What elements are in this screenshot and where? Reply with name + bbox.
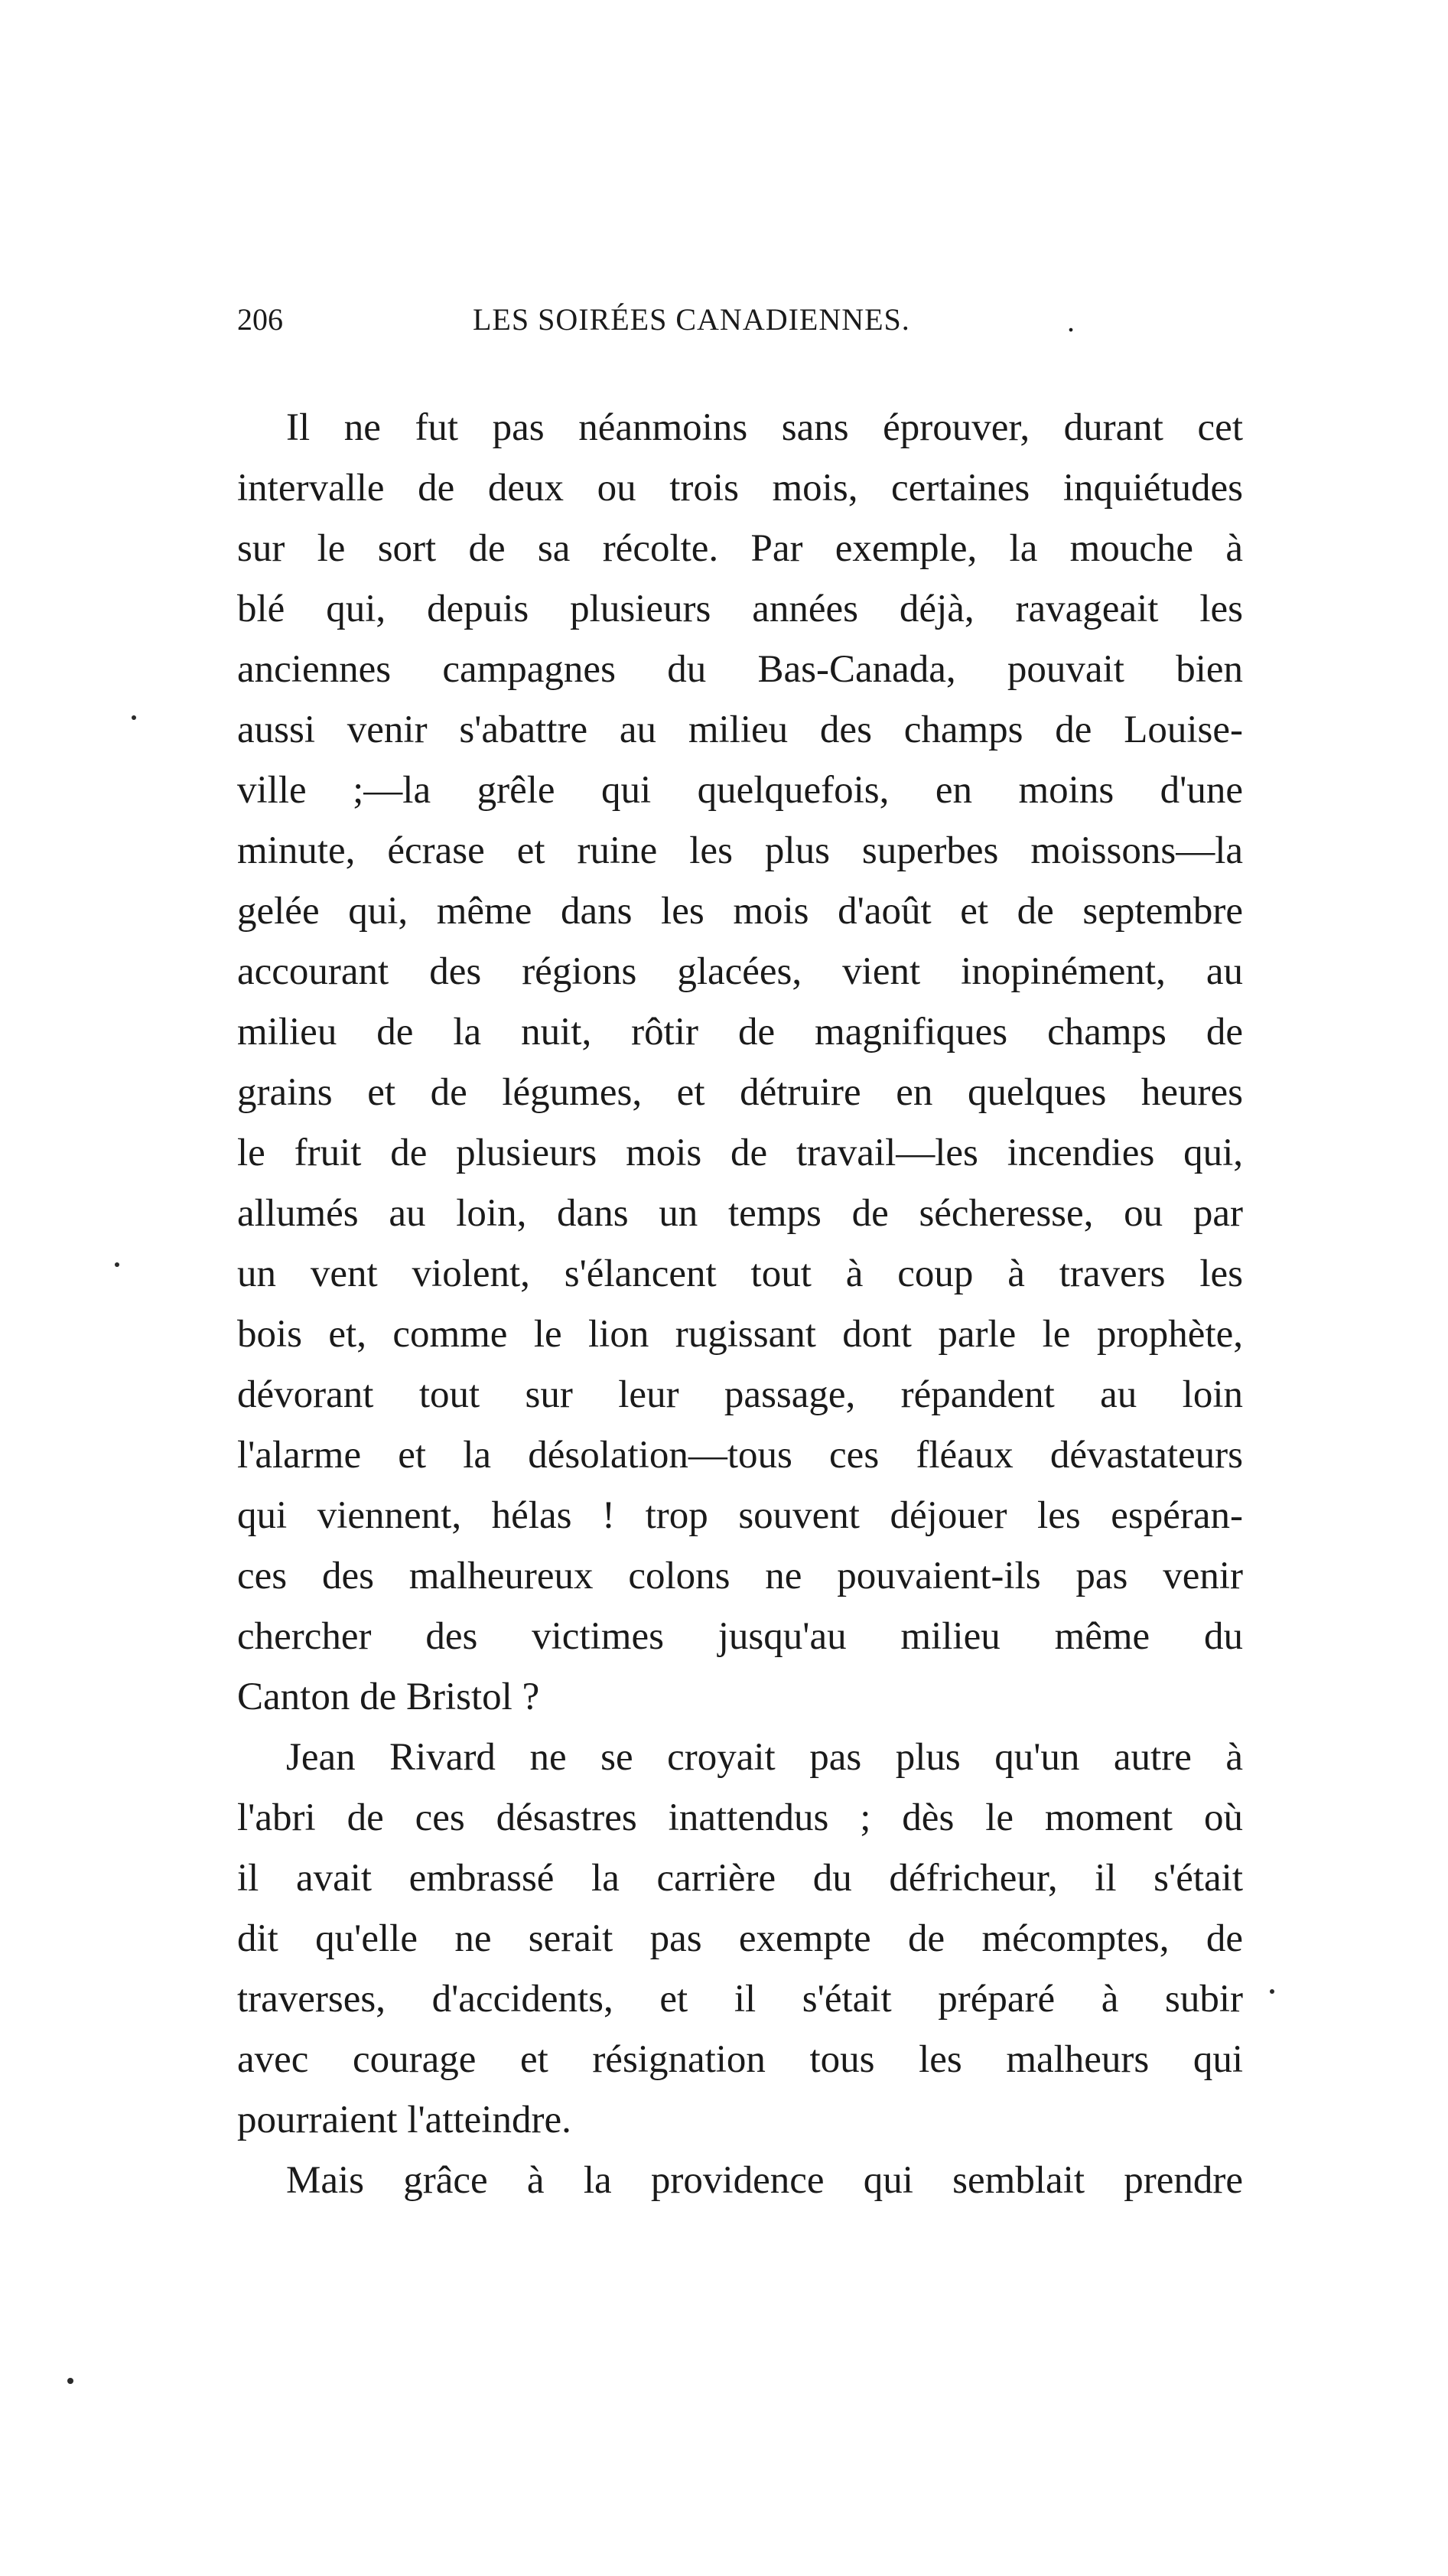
scan-speck	[115, 1262, 119, 1267]
header-trailing-mark: .	[1067, 304, 1075, 338]
text-line: dit qu'elle ne serait pas exempte de mécomptes, de	[237, 1917, 1243, 1960]
text-line: l'abri de ces désastres inattendus ; dès le moment où	[237, 1796, 1243, 1839]
text-line: avec courage et résignation tous les malheurs qui	[237, 2038, 1243, 2081]
text-line: blé qui, depuis plusieurs années déjà, ravageait les	[237, 588, 1243, 630]
text-line: intervalle de deux ou trois mois, certaines inquiétudes	[237, 467, 1243, 510]
text-line: anciennes campagnes du Bas-Canada, pouvait bien	[237, 648, 1243, 691]
text-line: Jean Rivard ne se croyait pas plus qu'un autre à	[286, 1736, 1243, 1779]
text-line: ces des malheureux colons ne pouvaient-ils pas venir	[237, 1555, 1243, 1597]
running-header	[237, 297, 1075, 343]
text-line: un vent violent, s'élancent tout à coup à travers les	[237, 1252, 1243, 1295]
text-line: milieu de la nuit, rôtir de magnifiques champs de	[237, 1011, 1243, 1054]
text-line: sur le sort de sa récolte. Par exemple, la mouche à	[237, 527, 1243, 570]
text-line: Canton de Bristol ?	[237, 1676, 540, 1718]
body-text	[237, 398, 1243, 2211]
page-number: 206	[237, 302, 283, 337]
text-line: ville ;—la grêle qui quelquefois, en moins d'une	[237, 769, 1243, 812]
text-line: gelée qui, même dans les mois d'août et de septembre	[237, 890, 1243, 933]
text-line: il avait embrassé la carrière du défricheur, il s'était	[237, 1857, 1243, 1900]
scan-speck	[67, 2378, 73, 2384]
text-line: allumés au loin, dans un temps de sécheresse, ou par	[237, 1192, 1243, 1235]
text-line: aussi venir s'abattre au milieu des champs de Louise-	[237, 708, 1243, 751]
text-line: le fruit de plusieurs mois de travail—les incendies qui,	[237, 1132, 1243, 1174]
running-title: LES SOIRÉES CANADIENNES.	[473, 302, 910, 337]
text-line: minute, écrase et ruine les plus superbes moissons—la	[237, 829, 1243, 872]
text-line: Mais grâce à la providence qui semblait prendre	[286, 2159, 1243, 2202]
text-line: qui viennent, hélas ! trop souvent déjouer les espéran-	[237, 1494, 1243, 1537]
scan-speck	[1270, 1989, 1274, 1994]
text-line: traverses, d'accidents, et il s'était préparé à subir	[237, 1978, 1243, 2021]
text-line: bois et, comme le lion rugissant dont parle le prophète,	[237, 1313, 1243, 1356]
text-line: dévorant tout sur leur passage, répandent au loin	[237, 1373, 1243, 1416]
text-line: chercher des victimes jusqu'au milieu même du	[237, 1615, 1243, 1658]
text-line: grains et de légumes, et détruire en quelques heures	[237, 1071, 1243, 1114]
text-line: pourraient l'atteindre.	[237, 2099, 571, 2141]
text-line: accourant des régions glacées, vient inopinément, au	[237, 950, 1243, 993]
text-line: l'alarme et la désolation—tous ces fléaux dévastateurs	[237, 1434, 1243, 1477]
scan-speck	[132, 715, 136, 720]
text-line: Il ne fut pas néanmoins sans éprouver, durant cet	[286, 406, 1243, 449]
